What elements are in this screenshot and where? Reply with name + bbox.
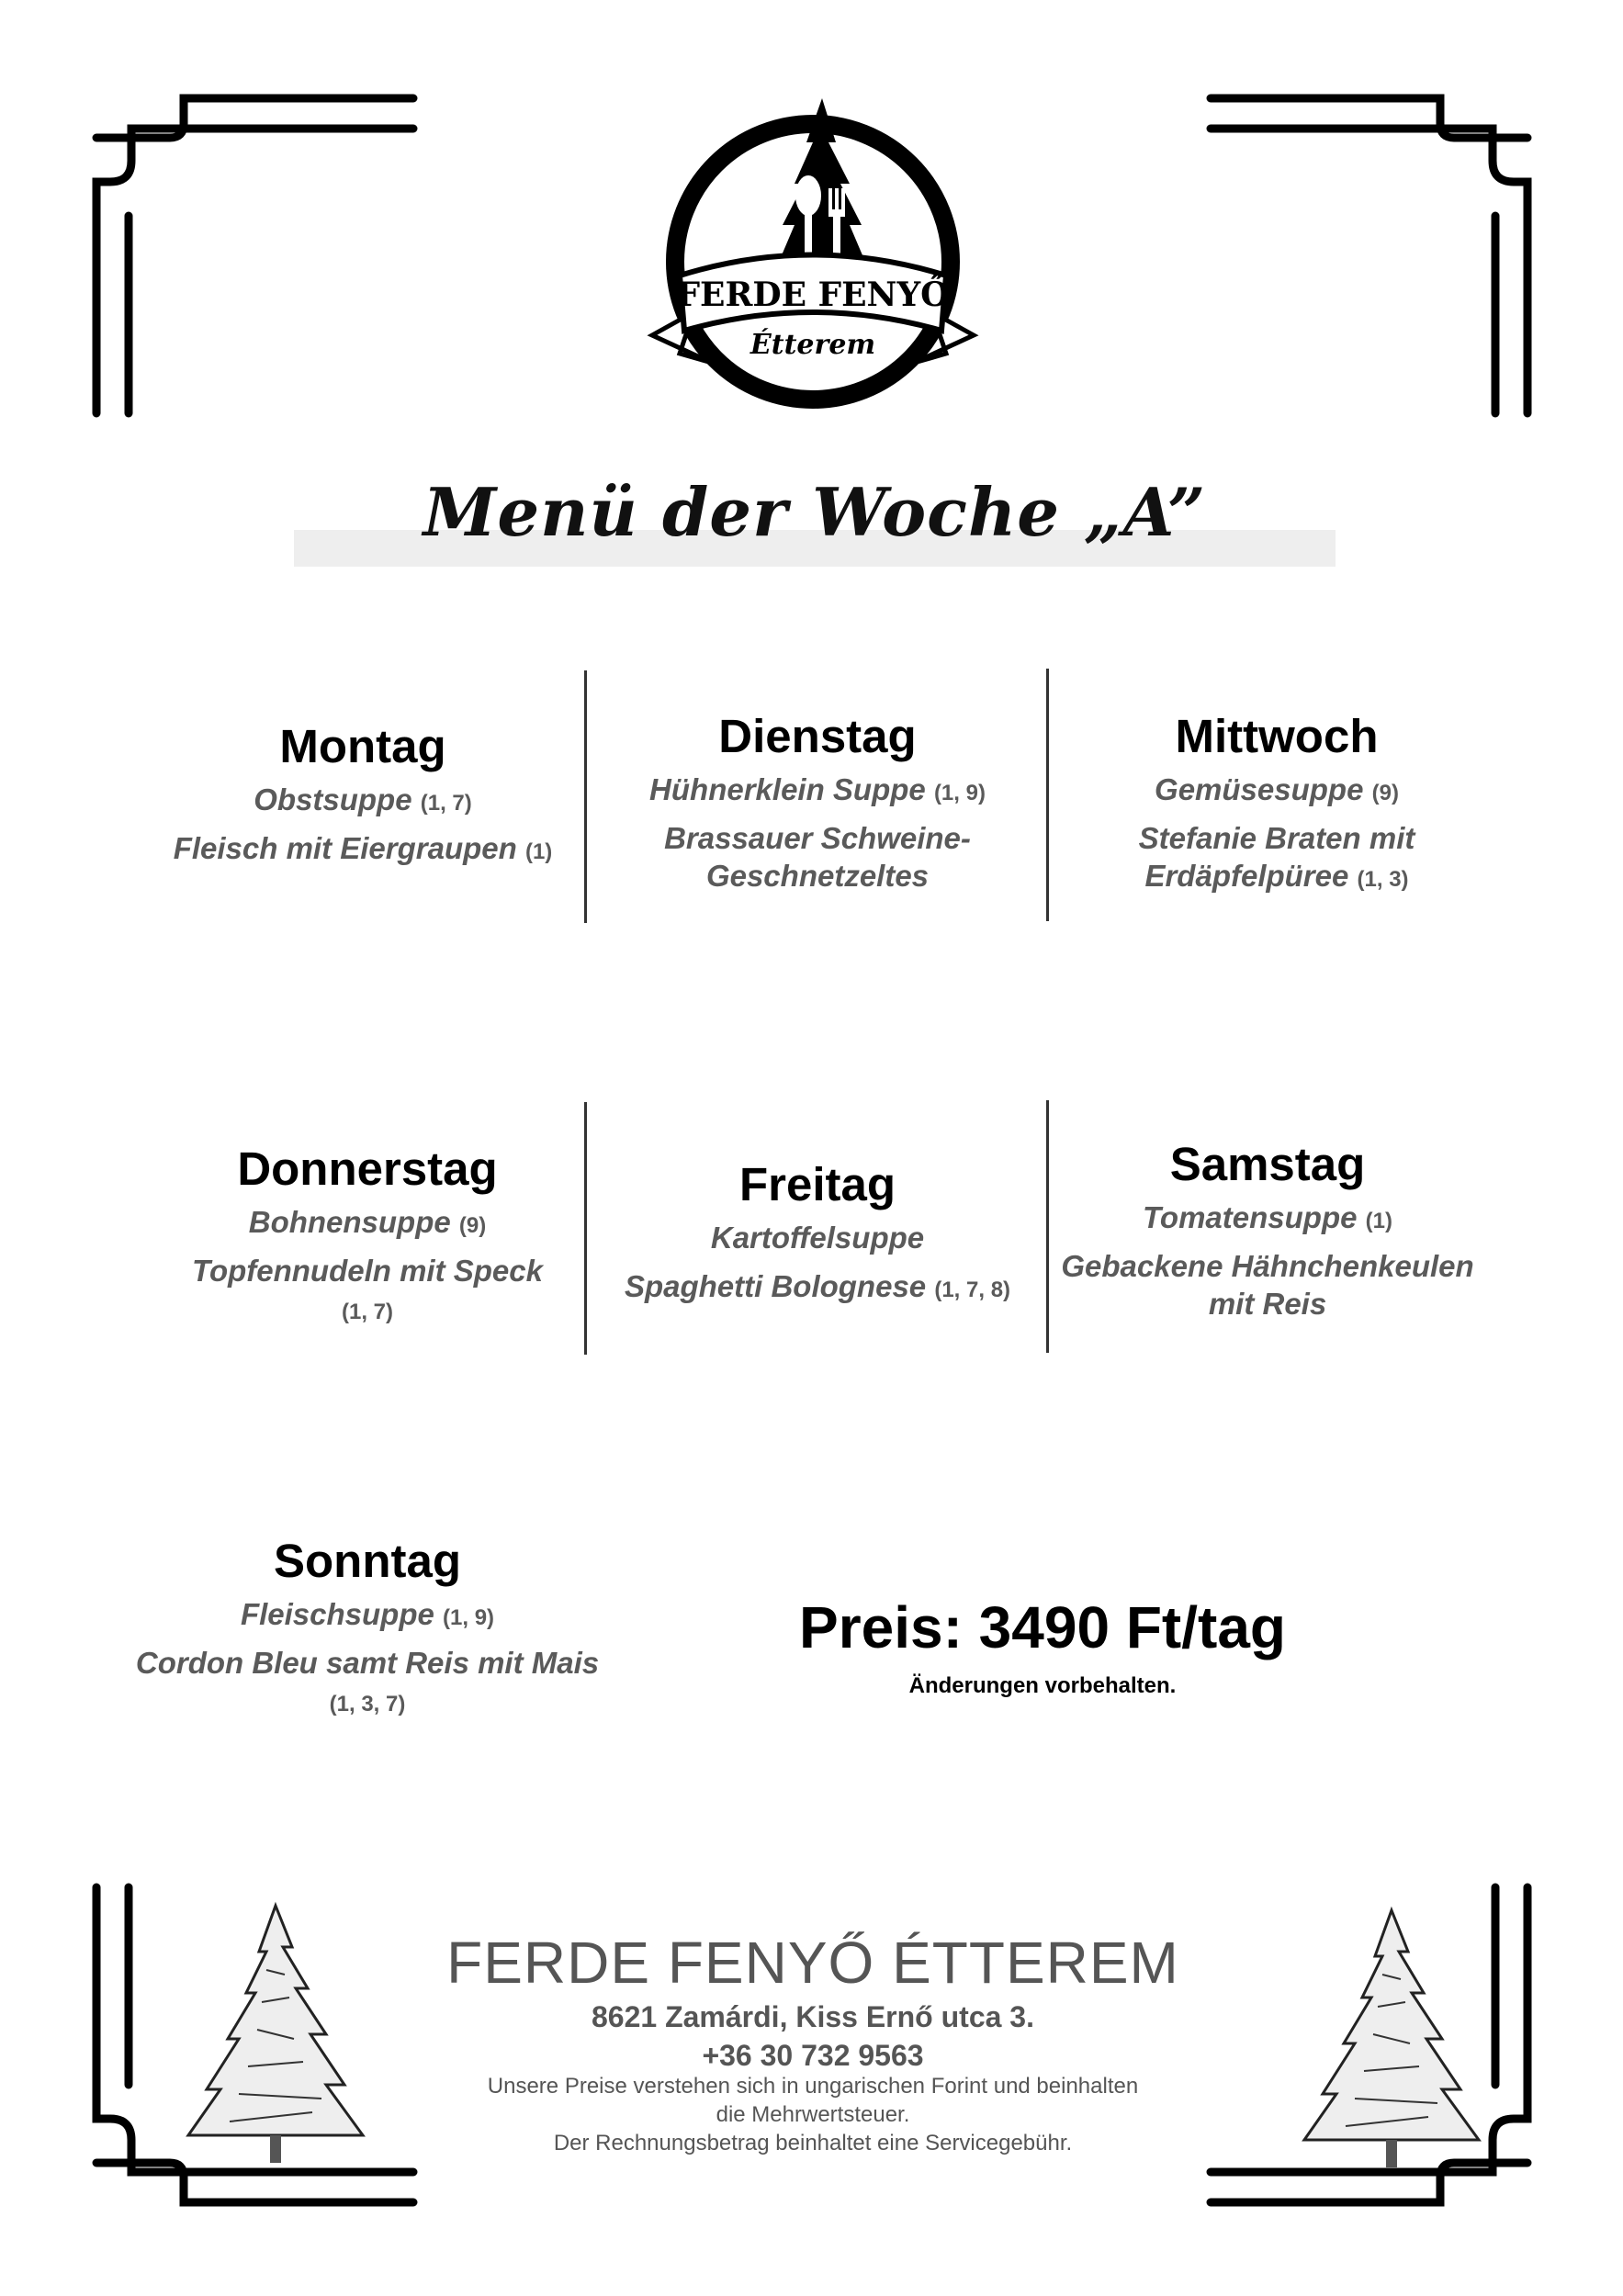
spoon-icon bbox=[795, 175, 821, 216]
day-name: Montag bbox=[279, 720, 446, 772]
allergens: (1, 9) bbox=[443, 1605, 495, 1630]
day-sunday bbox=[129, 1534, 606, 1723]
allergens: (1, 3) bbox=[1357, 867, 1409, 892]
allergens: (1, 7, 8) bbox=[934, 1277, 1011, 1302]
soup: Gemüsesuppe bbox=[1155, 772, 1364, 806]
price-note: Änderungen vorbehalten. bbox=[908, 1673, 1177, 1698]
logo-subtitle: Étterem bbox=[750, 329, 876, 361]
day-wednesday bbox=[1065, 709, 1488, 898]
day-monday bbox=[138, 719, 588, 871]
main-dish: Cordon Bleu samt Reis mit Mais bbox=[135, 1646, 600, 1680]
allergens: (1, 7) bbox=[341, 1300, 393, 1324]
corner-ornament-top-left bbox=[87, 87, 427, 427]
soup: Kartoffelsuppe bbox=[710, 1221, 925, 1255]
allergens: (9) bbox=[458, 1213, 487, 1238]
allergens: (1) bbox=[524, 839, 553, 864]
soup: Tomatensuppe bbox=[1143, 1200, 1358, 1234]
footer-info-line: die Mehrwertsteuer. bbox=[716, 2102, 910, 2127]
column-divider bbox=[1046, 669, 1049, 921]
price: Preis: 3490 Ft/tag bbox=[799, 1594, 1286, 1660]
pine-tree-illustration-right bbox=[1291, 1906, 1493, 2172]
soup: Hühnerklein Suppe bbox=[649, 772, 926, 806]
main-dish: Spaghetti Bolognese bbox=[624, 1269, 927, 1303]
allergens: (1) bbox=[1365, 1209, 1392, 1233]
soup: Obstsuppe bbox=[254, 782, 412, 816]
footer-address: 8621 Zamárdi, Kiss Ernő utca 3. bbox=[592, 2000, 1034, 2033]
day-friday bbox=[602, 1157, 1033, 1309]
day-name: Sonntag bbox=[274, 1535, 461, 1587]
day-name: Freitag bbox=[738, 1158, 896, 1210]
allergens: (1, 3, 7) bbox=[329, 1692, 406, 1716]
restaurant-logo bbox=[625, 87, 1001, 418]
footer-info-line: Unsere Preise verstehen sich in ungarischen Forint und beinhalten bbox=[487, 2074, 1139, 2099]
column-divider bbox=[1046, 1100, 1049, 1353]
main-dish: Stefanie Braten mit Erdäpfelpüree bbox=[1138, 821, 1415, 893]
soup: Bohnensuppe bbox=[248, 1205, 451, 1239]
day-name: Samstag bbox=[1169, 1138, 1366, 1190]
main-dish: Brassauer Schweine-Geschnetzeltes bbox=[664, 821, 971, 893]
allergens: (9) bbox=[1371, 781, 1399, 805]
day-name: Mittwoch bbox=[1175, 710, 1379, 762]
soup: Fleischsuppe bbox=[240, 1597, 434, 1631]
day-name: Donnerstag bbox=[237, 1142, 498, 1195]
footer-phone: +36 30 732 9563 bbox=[702, 2039, 924, 2072]
day-saturday bbox=[1052, 1137, 1483, 1322]
day-tuesday bbox=[606, 709, 1029, 895]
allergens: (1, 9) bbox=[933, 781, 986, 805]
footer-info bbox=[441, 2072, 1185, 2157]
allergens: (1, 7) bbox=[420, 791, 472, 816]
main-dish: Fleisch mit Eiergraupen bbox=[173, 831, 517, 865]
page-title: Menü der Woche „A” bbox=[423, 473, 1207, 551]
footer-info-line: Der Rechnungsbetrag beinhaltet eine Servicegebühr. bbox=[553, 2131, 1073, 2155]
corner-ornament-top-right bbox=[1197, 87, 1537, 427]
footer-restaurant-name: FERDE FENYŐ ÉTTEREM bbox=[446, 1930, 1179, 1996]
logo-name: FERDE FENYŐ bbox=[676, 276, 950, 314]
pine-tree-illustration-left bbox=[175, 1901, 377, 2167]
column-divider bbox=[584, 1102, 587, 1355]
main-dish: Gebackene Hähnchenkeulen mit Reis bbox=[1061, 1249, 1474, 1321]
day-thursday bbox=[152, 1142, 583, 1331]
main-dish: Topfennudeln mit Speck bbox=[192, 1254, 543, 1288]
day-name: Dienstag bbox=[718, 710, 917, 762]
